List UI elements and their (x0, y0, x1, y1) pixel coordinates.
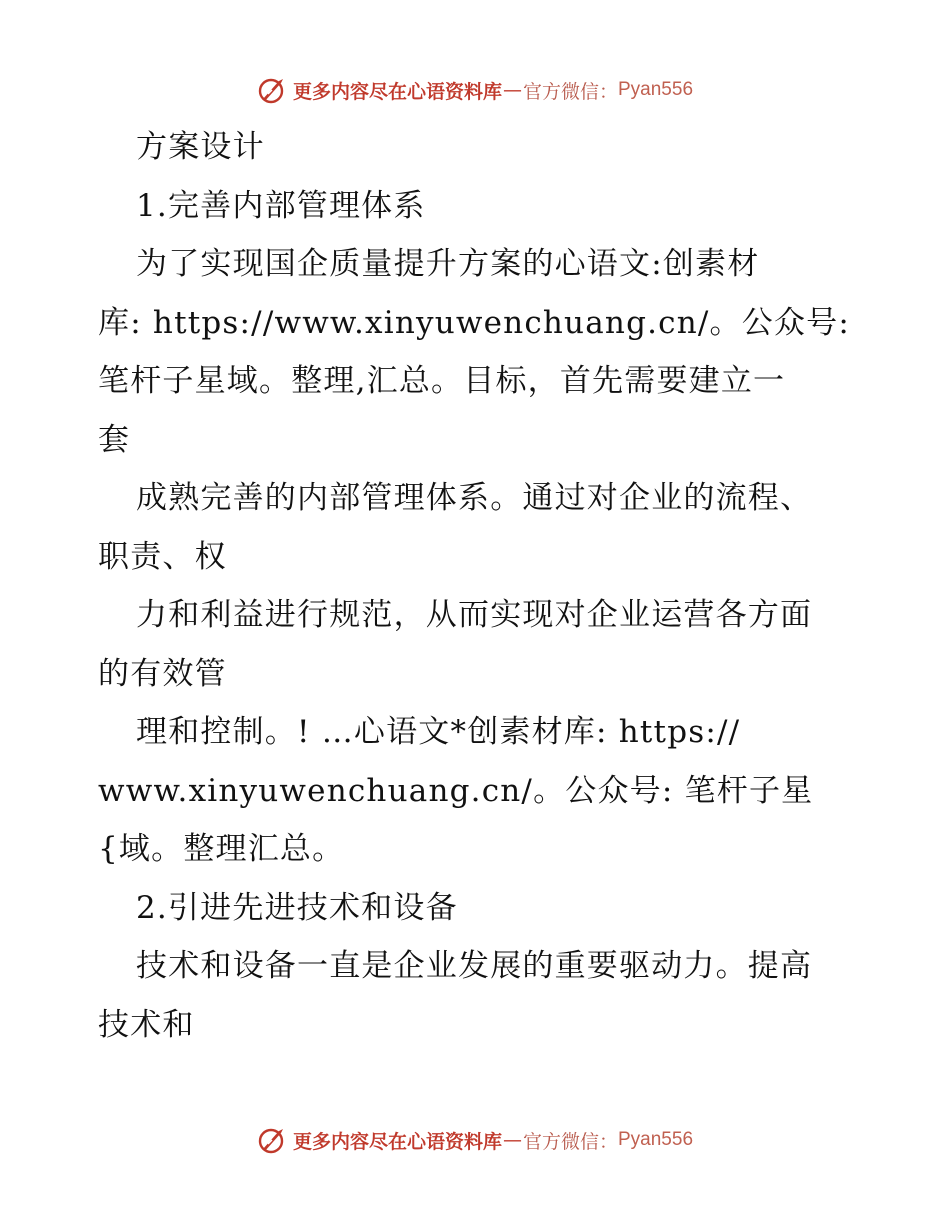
document-body (98, 118, 858, 1054)
watermark-wechat-id: Pyan556 (618, 1129, 694, 1150)
watermark-header (0, 70, 950, 110)
paragraph-line: 力和利益进行规范，从而实现对企业运营各方面 (136, 597, 813, 633)
paragraph-line: {域。整理汇总。 (98, 831, 345, 867)
paragraph-line: 成熟完善的内部管理体系。通过对企业的流程、 (136, 480, 813, 516)
paragraph-line: 为了实现国企质量提升方案的心语文:创素材 (136, 246, 760, 282)
watermark-official: 官方微信： (522, 1130, 618, 1153)
watermark-wechat-id: Pyan556 (618, 79, 694, 100)
quill-pen-seal-icon (257, 1125, 287, 1155)
watermark-dash: — (502, 79, 522, 101)
watermark-official: 官方微信： (522, 80, 618, 103)
watermark-footer (0, 1120, 950, 1160)
watermark-brand: 更多内容尽在心语资料库 (292, 1130, 502, 1153)
paragraph-line: 理和控制。! …心语文*创素材库: https:// (136, 714, 741, 750)
paragraph-line: 职责、权 (98, 538, 227, 575)
paragraph-line: 库: https://www.xinyuwenchuang.cn/。公众号: (98, 304, 850, 341)
paragraph-line: 套 (98, 421, 131, 458)
watermark-dash: — (502, 1129, 522, 1151)
paragraph-line: 的有效管 (98, 655, 227, 692)
heading-2: 2.引进先进技术和设备 (136, 889, 458, 926)
paragraph-line: 笔杆子星域。整理,汇总。目标，首先需要建立一 (98, 363, 786, 399)
paragraph-line: www.xinyuwenchuang.cn/。公众号: 笔杆子星 (98, 772, 814, 809)
quill-pen-seal-icon (257, 75, 287, 105)
paragraph-line: 技术和设备一直是企业发展的重要驱动力。提高 (136, 948, 813, 984)
paragraph-line: 技术和 (98, 1006, 195, 1043)
heading-1: 1.完善内部管理体系 (136, 187, 426, 224)
watermark-brand: 更多内容尽在心语资料库 (292, 80, 502, 103)
section-title: 方案设计 (136, 129, 265, 165)
